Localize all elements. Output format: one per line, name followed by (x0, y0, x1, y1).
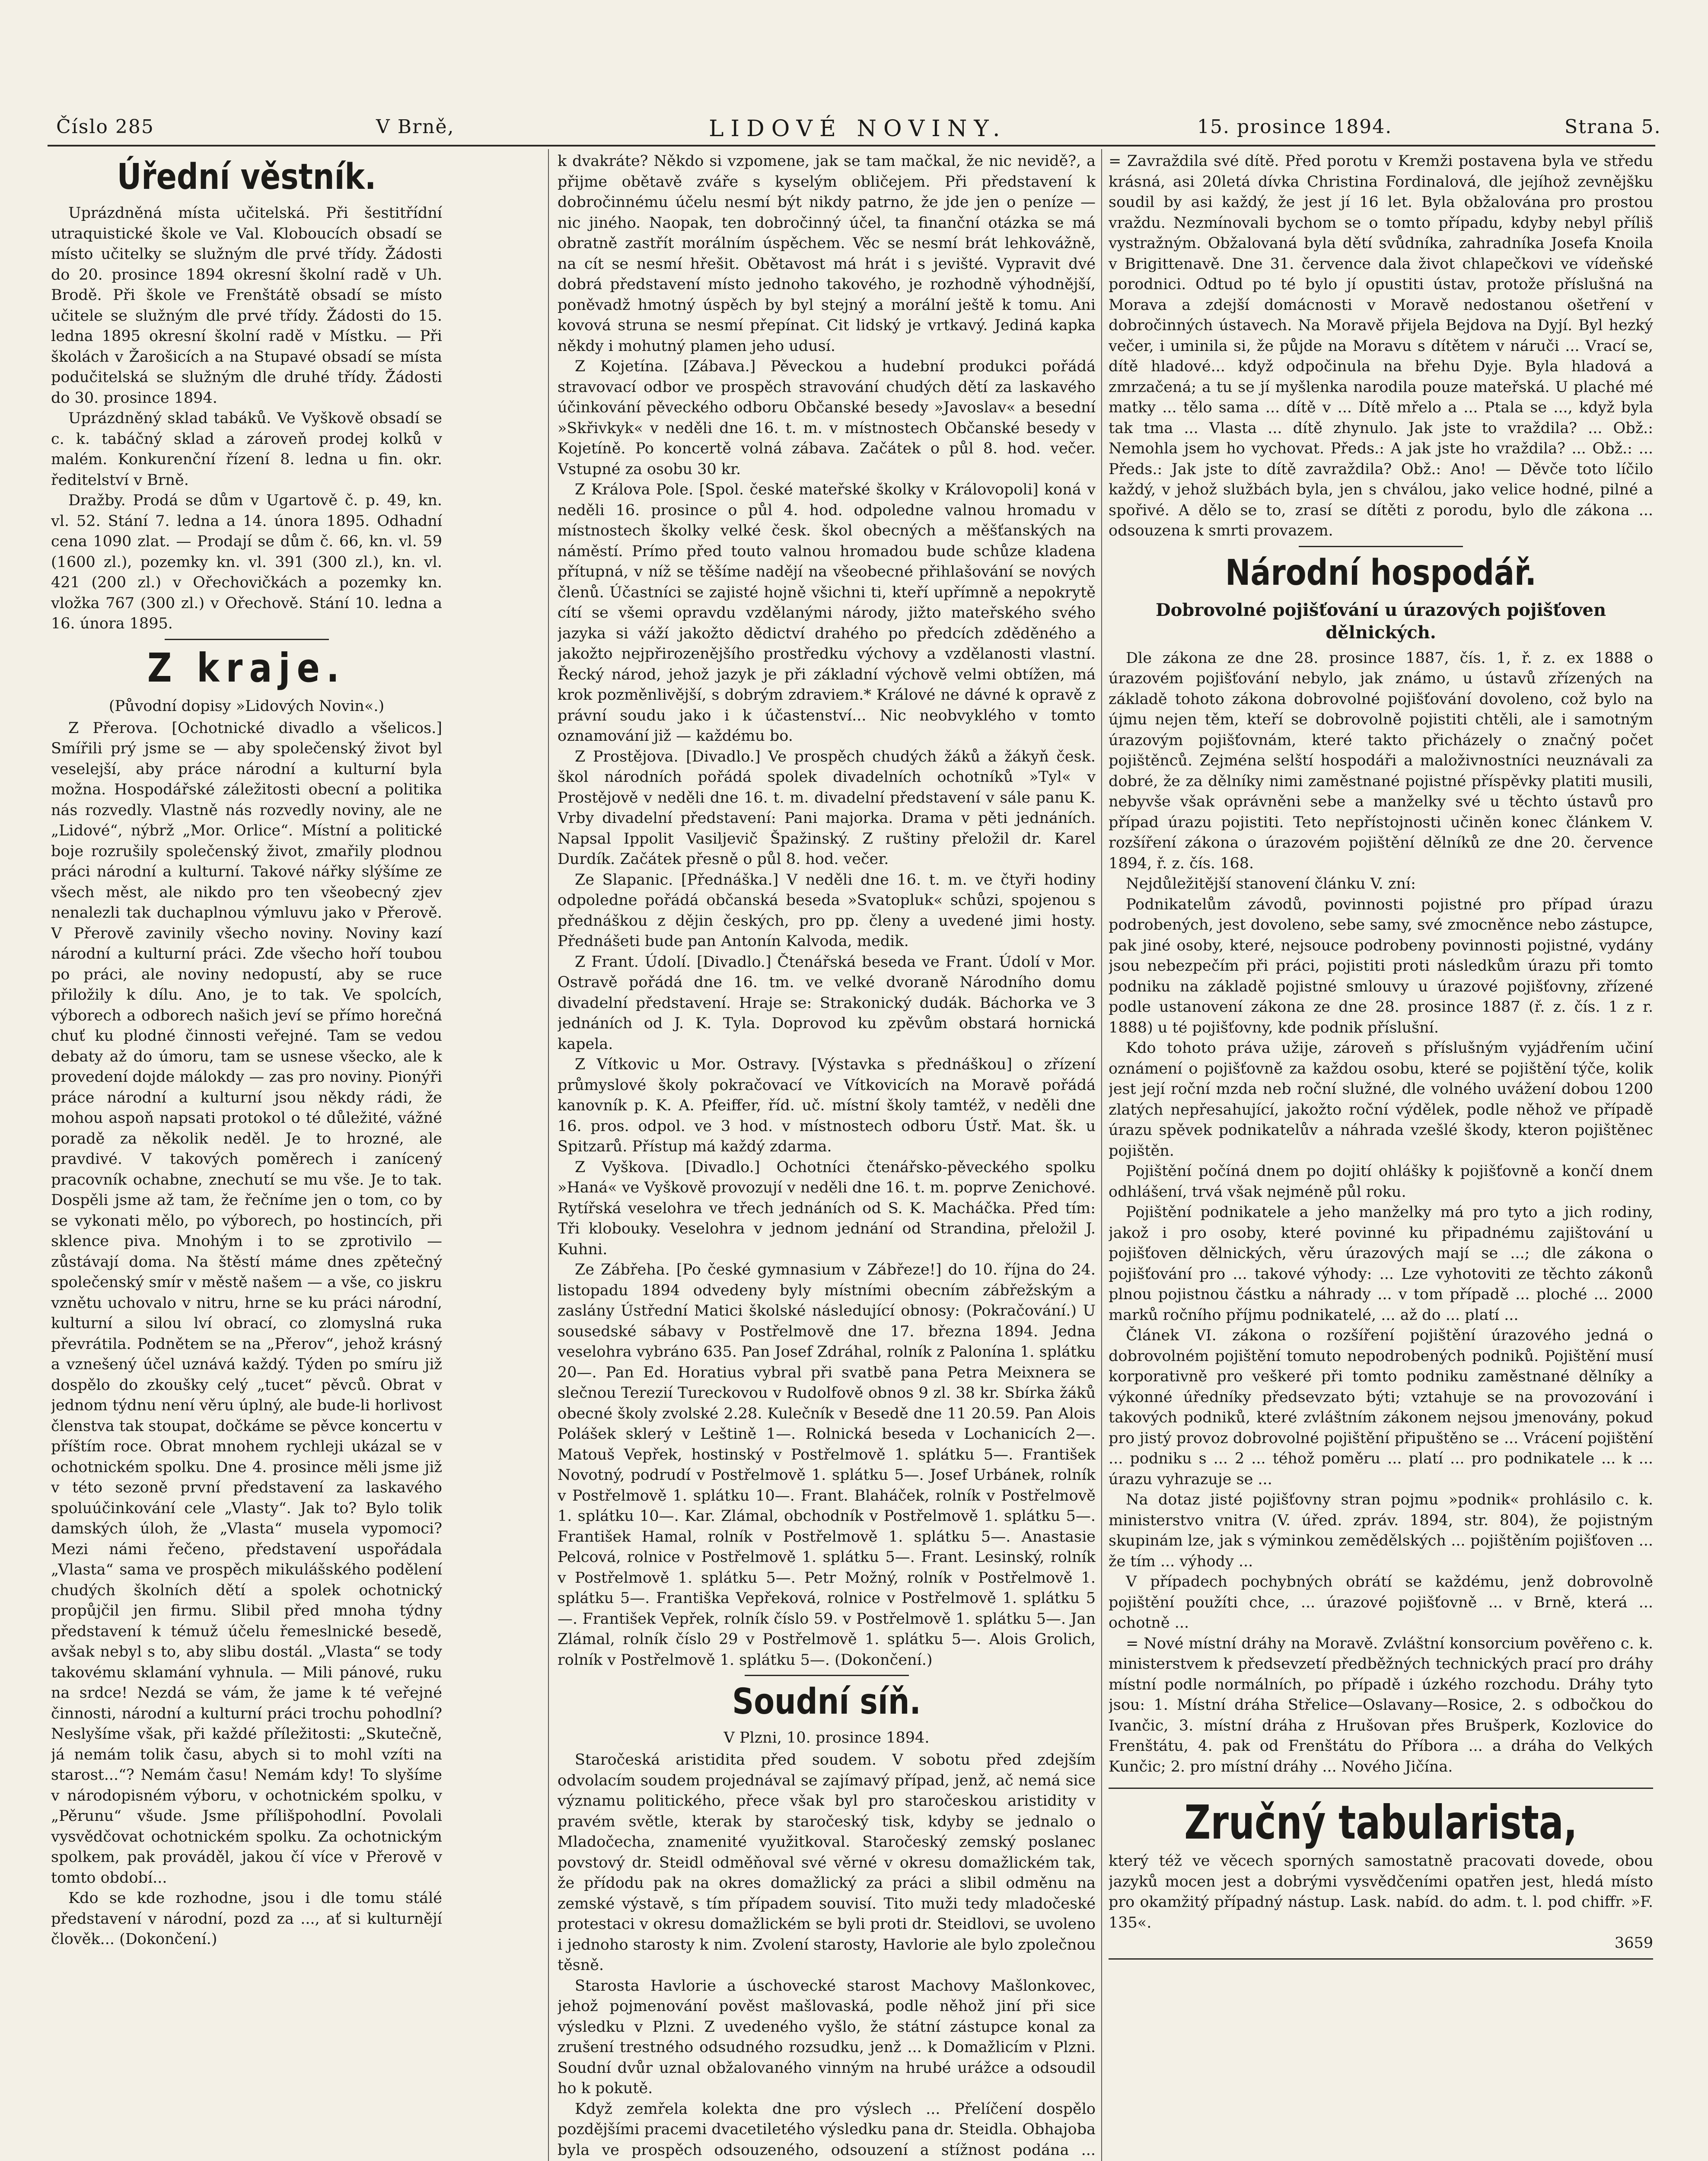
article-paragraph: Podnikatelům závodů, povinnosti pojistné pro případ úrazu podrobených, jest dovoleno, sebe samy, své zmocněnce nebo zástupce, pak jiné osoby, které, nejsouce podrobeny povinnosti pojistné, vydány jsou nebezpečím při práci, pojistiti proti následkům úrazu při tomto podniku na základě pojistné smlouvy u úrazové pojišťovny, zřízené podle ustanovení zákona ze dne 28. prosince 1887 (ř. z. čís. 1 z r. 1888) u té pojišťovny, kde podnik příslušní. (1109, 896, 1653, 1036)
article-paragraph: Kdo se kde rozhodne, jsou i dle tomu stálé představení v národní, pozd za ..., ať si kulturnějí člověk... (Dokončení.) (51, 1890, 442, 1948)
ad-title: Zručný tabularista, (1184, 1796, 1577, 1850)
column-divider (548, 149, 549, 2161)
article-paragraph: Článek VI. zákona o rozšíření pojištění úrazového jedná o dobrovolném pojištění tomuto nepodrobených podniků. Pojištění musí korporativně pro veškeré při tomto podniku zaměstnané dělníky a výkonné úředníky předsevzato býti; vztahuje se na provozování i takových podniků, které zvláštním zákonem nejsou jmenovány, pokud pro jistý provoz dobrovolné pojištění připuštěno se ... Vrácení pojištění ... podniku s ... 2 ... téhož poměru ... platí ... pro podnikatele ... k ... úrazu vyhrazuje se ... (1109, 1327, 1653, 1488)
ad-code: 3659 (1614, 1935, 1653, 1952)
article-paragraph: Dle zákona ze dne 28. prosince 1887, čís. 1, ř. z. ex 1888 o úrazovém pojišťování nebylo, jak známo, u ústavů zřízených na základě tohoto zákona dobrovolné pojišťování dovoleno, což bylo na újmu nejen těm, kteří se dobrovolně pojistiti chtěli, ale i samotným úrazovým pojišťovnám, které takto přicházely o značný počet pojištěnců. Zejména selští hospodáři a maloživnostníci neuznávali za dobré, že za dělníky nimi zaměstnané pojistné příspěvky platiti musili, nebyvše však oprávněni sebe a manželky své u těchto ústavů pro případ úrazu pojistiti. Teto nepřístojnosti učiněn konec článkem V. rozšíření zákona o úrazovém pojištění dělníků ze dne 20. července 1894, ř. z. čís. 168. (1109, 649, 1653, 872)
article-paragraph: Ze Slapanic. [Přednáška.] V neděli dne 16. t. m. ve čtyři hodiny odpoledne pořádá občanská beseda »Svatopluk« schůzi, spojenou s přednáškou z dějin českých, pro pp. členy a uvedené jimi hosty. Přednášeti bude pan Antonín Kalvoda, medik. (558, 871, 1096, 950)
issue-number: Číslo 285 (56, 116, 154, 138)
article-headline: Dobrovolné pojišťování u úrazových pojišťoven dělnických. (1155, 599, 1606, 643)
article-paragraph: Na dotaz jisté pojišťovny stran pojmu »podnik« prohlásilo c. k. ministerstvo vnitra (V. úřed. zpráv. 1894, str. 804), že pojistným skupinám lze, jak s výminkou zemědělských ... pojištěním pojišťoven ... že tím ... výhody ... (1109, 1491, 1653, 1570)
column-divider (1101, 149, 1102, 2161)
article-paragraph: Uprázdněný sklad tabáků. Ve Vyškově obsadí se c. k. tabáčný sklad a zároveň prodej kolků v malém. Konkurenční řízení 8. ledna u fin. okr. ředitelství v Brně. (51, 410, 442, 489)
column-2 (558, 151, 1096, 2161)
article-paragraph: Z Prostějova. [Divadlo.] Ve prospěch chudých žáků a žákyň česk. škol národních pořádá spolek divadelních ochotníků »Tyl« v Prostějově v neděli dne 16. t. m. divadelní představení v sále panu K. Vrby divadelní představení: Pani majorka. Drama v pěti jednáních. Napsal Ippolit Vasiljevič Špažinský. Z ruštiny přeložil dr. Karel Durdík. Začátek přesně o půl 8. hod. večer. (558, 748, 1096, 868)
article-paragraph: Z Králova Pole. [Spol. české mateřské školky v Královopoli] koná v neděli 16. prosince o půl 4. hod. odpoledne valnou hromadu v místnostech školky velké česk. škol obecných a měšťanských na náměstí. Prímo před touto valnou hromadou bude schůze kladena přítupná, v níž se těšíme nadějí na všeobecné přihlašování se nových členů. Účastníci se zajisté hojně všichni ti, kteří upřímně a nepokrytě cítí se všemi opravdu vzdělanými národy, jižto mateřského svého jazyka si váží jakožto dědictví drahého po předcích zděděného a jakožto nejpřirozenějšího prostředku výchovy a vzdělanosti vlastní. Řecký národ, jehož jazyk je při základní výchově velmi obtížen, má krok pozměnlivější, s dobrým zdraviem.* Králové ne dávné k opravě z právní soudu jako i k účastenství... Nic neobvyklého v tomto oznamování již — každému bo. (558, 481, 1096, 745)
page-header (48, 108, 1661, 147)
article-paragraph: Uprázdněná místa učitelská. Při šestitřídní utraquistické škole ve Val. Kloboucích obsadí se místo učitelky se služným dle prvé třídy. Žádosti do 20. prosince 1894 okresní školní radě v Uh. Brodě. Při škole ve Frenštátě obsadí se místo učitele se služným dle prvé třídy. Žádosti do 15. ledna 1895 okresní školní radě v Místku. — Při školách v Žarošicích a na Stupavé obsadí se místa podučitelská se služným dle druhé třídy. Žádosti do 30. prosince 1894. (51, 204, 442, 407)
article-paragraph: Z Vítkovic u Mor. Ostravy. [Výstavka s přednáškou] o zřízení průmyslové školy pokračovací ve Vítkovicích na Moravě pořádá kanovník p. K. A. Pfeiffer, říd. uč. místní školy tamtéž, v neděli dne 16. pros. odpol. ve 3 hod. v místnostech odboru Ústř. Mat. šk. u Spitzarů. Přístup má každý zdarma. (558, 1056, 1096, 1155)
article-paragraph: Dražby. Prodá se dům v Ugartově č. p. 49, kn. vl. 52. Stání 7. ledna a 14. února 1895. Odhadní cena 1090 zlat. — Prodají se dům č. 66, kn. vl. 59 (1600 zl.), pozemky kn. vl. 391 (300 zl.), kn. vl. 421 (200 zl.) v Ořechovičkách a pozemky kn. vložka 767 (300 zl.) v Ořechově. Stání 10. ledna a 16. února 1895. (51, 492, 442, 632)
article-paragraph: Nejdůležitější stanovení článku V. zní: (1126, 875, 1416, 892)
page-number: Strana 5. (1565, 116, 1661, 138)
section-title-narodni-hospodar: Národní hospodář. (1225, 552, 1536, 593)
header-rule (48, 145, 1655, 147)
article-paragraph: Z Přerova. [Ochotnické divadlo a všelicos.] Smířili prý jsme se — aby společenský život byl veselejší, aby práce národní a kulturní byla možna. Hospodářské záležitosti obecní a politika nás rozvedly. Vlastně nás rozvedly noviny, ale ne „Lidové“, nýbrž „Mor. Orlice“. Místní a politické boje rozrušily společenský život, zmařily plodnou práci národní a kulturní. Takové nářky slýšíme ze všech měst, ale nikdo pro ten všeobecný zjev nenalezli tak duchaplnou výmluvu jako v Přerově. V Přerově zavinily všecho noviny. Noviny kazí národní a kulturní práci. Zde všecho hoří toubou po práci, ale noviny nedopustí, aby se ruce přiložily k dílu. Ano, je to tak. Ve spolcích, výborech a odborech našich jeví se přímo horečná chuť ku plodné činnosti veřejné. Tam se vedou debaty až do úmoru, tam se usnese všecko, ale k provedení dojde málokdy — zas pro noviny. Pionýři práce národní a kulturní jsou někdy rádi, že mohou aspoň napsati protokol o té důležité, vážné poradě za několik neděl. Je to hrozné, ale pravdivé. V takových poměrech i zanícený pracovník ochabne, znechutí se mu vše. Je to tak. Dospěli jsme až tam, že řečníme jen o tom, co by se vykonati mělo, po výborech, po hostincích, při sklence piva. Mnohým i to se zprotivilo — zůstávají doma. Na štěstí máme dnes zpětečný společenský smír v městě našem — a vše, co jiskru vznětu uchovalo v nitru, hrne se ku práci národní, kulturní a silou lví obrací, co zlomyslná ruka převrátila. Podnětem se na „Přerov“, jehož krásný a vznešený účel uznává každý. Týden po smíru již dospělo do zkoušky celý „tucet“ pěvců. Obrat v jednom týdnu není věru úplný, ale bude-li horlivost členstva tak stoupat, dočkáme se pěvce koncertu v příštím roce. Obrat mnohem rychleji ukázal se v ochotnickém spolku. Dne 4. prosince měli jsme již v této sezoně první představení za laskavého spoluúčinkování cele „Vlasty“. Jak to? Bylo tolik damských úloh, že „Vlasta“ musela vypomoci? Mezi námi řečeno, představení uspořádala „Vlasta“ sama ve prospěch mikulášského podělení chudých školních dětí a spolek ochotnický propůjčil jen firmu. Slibil před mnoha týdny představení k témuž účelu řemeslnické besedě, avšak nebyl s to, aby slibu dostál. „Vlasta“ se tody takovému sklamání vyhnula. — Mili pánové, ruku na srdce! Nezdá se vám, že jame k té veřejné činnosti, národní a kulturní práci trochu pohodlní? Neslyšíme však, při každé příležitosti: „Skutečně, já nemám tolik času, abych si to mohl vzíti na starost...“? Nemám času! Nemám kdy! To slyšíme v národopisném výboru, v ochotnickém spolku, v „Pěrunu“ všude. Jsme přílišpohodlní. Povolali vysvědčovat ochotnickém spolku. Za ochotnickým spolkem, pak prováděl, jakou čí více v Přerově v tomto období... (51, 719, 442, 1887)
masthead-title: LIDOVÉ NOVINY. (709, 116, 1007, 142)
article-paragraph: Staročeská aristidita před soudem. V sobotu před zdejším odvolacím soudem projednával se zajímavý případ, jenž, ač nemá sice významu politického, přece však byl pro staročeskou aristidity v pravém světle, kterak by staročeský tisk, kdyby se jednalo o Mladočecha, znamenité využitkoval. Staročeský zemský poslanec povstový dr. Steidl odměňoval své věrné v okresu domažlickém tak, že přídodu pak na okres domažlický za práci a slibil odměnu na zemské výstavě, s tím případem souvisí. Tito muži tedy mladočeské protestaci v okresu domažlickém se byli proti dr. Steidlovi, se uvoleno i jednoho starosty k nim. Zvolení starosty, Havlorie ale bylo zpolečnou těsně. (558, 1751, 1096, 1974)
article-paragraph: Když zemřela kolekta dne pro výslech ... Přelíčení dospělo pozdějšími pracemi dvacetiletého výsledku pana dr. Steidla. Obhajoba byla ve prospěch odsouzeného, odsouzení a stížnost podána ... (558, 2100, 1096, 2159)
classified-ad (1109, 1788, 1653, 1960)
article-paragraph: Ze Zábřeha. [Po české gymnasium v Zábřeze!] do 10. října do 24. listopadu 1894 odvedeny byly místními obecním zábřežským a zaslány Ústřední Matici školské následující obnosy: (Pokračování.) U sousedské sábavy v Postřelmově dne 17. března 1894. Jedna veselohra vybráno 635. Pan Josef Zdráhal, rolník z Palonína 1. splátku 20—. Pan Ed. Horatius vybral při svatbě pana Petra Meixnera se slečnou Terezií Tureckovou v Rudolfově obnos 9 zl. 38 kr. Sbírka žáků obecné školy zvolské 2.28. Kulečník v Besedě dne 11 20.59. Pan Alois Polášek sklerý v Leštině 1—. Rolnická beseda v Lochanicích 2—. Matouš Vepřek, hostinský v Postřelmově 1. splátku 5—. František Novotný, podrudí v Postřelmově 1. splátku 5—. Josef Urbánek, rolník v Postřelmově 1. splátku 10—. Frant. Blaháček, rolník v Postřelmově 1. splátku 10—. Kar. Zlámal, obchodník v Postřelmově 1. splátku 5—. František Hamal, rolník v Postřelmově 1. splátku 5—. Anastasie Pelcová, rolnice v Postřelmově 1. splátku 5—. Frant. Lesinský, rolník v Postřelmově 1. splátku 5—. Petr Možný, rolník v Postřelmově 1. splátku 5—. Františka Vepřeková, rolnice v Postřelmově 1. splátku 5—. František Vepřek, rolník číslo 59. v Postřelmově 1. splátku 5—. Jan Zlámal, rolník číslo 29 v Postřelmově 1. splátku 5—. Alois Grolich, rolník v Postřelmově 1. splátku 5—. (Dokončení.) (558, 1261, 1096, 1669)
section-title-uredni-vestnik: Úřední věstník. (117, 156, 376, 198)
article-paragraph: = Zavraždila své dítě. Před porotu v Kremži postavena byla ve středu krásná, asi 20letá dívka Christina Fordinalová, dle jejíhož zevnějšku soudil by asi každý, že jest jí 16 let. Byla obžalována pro prostou vraždu. Nezmínovali bychom se o tomto případu, kdyby nebyl příliš vystražným. Obžalovaná byla dětí svůdníka, zahradníka Josefa Knoila v Brigittenavě. Dne 31. července dala život chlapečkovi ve vídeňské porodnici. Odtud po té bylo jí opustiti ústav, protože příslušná na Morava a zdejší domácnosti v Moravě nedostanou ošetření v dobročinných ústavech. Na Moravě přijela Bejdova na Dyjí. Byl hezký večer, i uminila si, že půjde na Moravu s dítětem v náruči ... Vrací se, dítě hladové... když odpočinula na břehu Dyje. Byla hladová a zmrzačená; a tu se jí myšlenka narodila pouze mateřská. U plaché mé matky ... tělo sama ... dítě v ... Dítě mřelo a ... Ptala se ..., když byla tak tma ... Vlasta ... dítě zhynulo. Jak jste to vraždila? ... Obž.: Nemohla jsem ho vychovat. Předs.: A jak jste ho vraždila? ... Obž.: ... Předs.: Jak jste to dítě zavraždila? Obž.: Ano! — Děvče toto líčilo každý, v jehož službách byla, jen s chválou, jako velice hodné, pilné a spořivé. A dělo se to, zrasí se dítěti z porodu, bylo dle zákona ... odsouzena k smrti provazem. (1109, 153, 1653, 539)
section-subtitle: (Původní dopisy »Lidových Novin«.) (108, 697, 385, 715)
city: V Brně, (376, 116, 455, 138)
article-paragraph: Z Kojetína. [Zábava.] Pěveckou a hudební produkci pořádá stravovací odbor ve prospěch stravování chudých dětí za laskavého účinkování pěveckého odboru Občanské besedy »Javoslav« a besední »Skřivkyk« v neděli dne 16. t. m. v místnostech Občanské besedy v Kojetíně. Po koncertě volná zábava. Začátek o půl 8. hod. večer. Vstupné za osobu 30 kr. (558, 358, 1096, 478)
article-paragraph: Z Frant. Údolí. [Divadlo.] Čtenářská beseda ve Frant. Údolí v Mor. Ostravě pořádá dne 16. tm. ve velké dvoraně Národního domu divadelní představení. Hraje se: Strakonický dudák. Báchorka ve 3 jednáních od J. K. Tyla. Doprovod ku zpěvům obstará hornická kapela. (558, 953, 1096, 1053)
column-3 (1109, 151, 1653, 2161)
article-paragraph: Pojištění podnikatele a jeho manželky má pro tyto a jich rodiny, jakož i pro osoby, které povinné ku připadnému zajištování u pojišťoven dělnických, věru úrazových mají se ...; dle zákona o pojišťování pro ... takové výhody: ... Lze vyhotoviti ze těchto zákonů plnou pojistnou částku a náhrady ... v tom případě ... ploché ... 2000 marků ročního příjmu podnikatelé, ... až do ... platí ... (1109, 1204, 1653, 1324)
ad-text: který též ve věcech sporných samostatně pracovati dovede, obou jazyků mocen jest a dobrými vysvědčeními opatřen jest, hledá místo pro okamžitý případný nástup. Lask. nabíd. do adm. t. l. pod chiffr. »F. 135«. (1109, 1852, 1653, 1932)
article-paragraph: V případech pochybných obrátí se každému, jenž dobrovolně pojištění použíti chce, ... úrazové pojišťovně ... v Brně, která ... ochotně ... (1109, 1573, 1653, 1632)
section-title-soudni-sin: Soudní síň. (732, 1681, 921, 1722)
column-1 (51, 151, 442, 2161)
article-paragraph: k dvakráte? Někdo si vzpomene, jak se tam mačkal, že nic nevidě?, a přijme obětavě zváře s kyselým obličejem. Při představení k dobročinnému účelu nesmí být nikdy patrno, že jde jen o peníze — nic jiného. Naopak, ten dobročinný účel, ta finanční otázka se má obratně zastřít morálním úspěchem. Věc se nesmí brát lehkovážně, na cít se nesmí hřešit. Obětavost má hrát i s jevišté. Vypravit dvé dobrá představení místo jednoho takového, je rozhodně výhodnější, poněvadž hmotný úspěch by byl stejný a morální ještě k tomu. Ani kovová struna se nesmí přepínat. Cit lidský je vrtkavý. Jediná kapka někdy i mohutný plamen jeho udusí. (558, 153, 1096, 355)
section-title-z-kraje: Z kraje. (147, 644, 346, 691)
article-paragraph: Starosta Havlorie a úschovecké starost Machovy Mašlonkovec, jehož pojmenování pověst mašlovaská, podle něhož jiní při sice výsledku v Plzni. Z uvedeného vyšlo, že státní zástupce konal za zrušení trestného odsudného rozsudku, jenž ... k Domažlicím v Plzni. Soudní dvůr uznal obžalovaného vinným na hrubé urážce a odsoudil ho k pokutě. (558, 1977, 1096, 2097)
section-divider (165, 639, 329, 640)
article-paragraph: Pojištění počíná dnem po dojití ohlášky k pojišťovně a končí dnem odhlášení, trvá však nejméně půl roku. (1109, 1163, 1653, 1201)
article-paragraph: Z Vyškova. [Divadlo.] Ochotníci čtenářsko-pěveckého spolku »Haná« ve Vyškově provozují v neděli dne 16. t. m. poprve Zenichové. Rytířská veselohra ve třech jednáních od S. K. Macháčka. Před tím: Tři klobouky. Veselohra v jednom jednání od Strandina, přeložil J. Kuhni. (558, 1158, 1096, 1258)
issue-date: 15. prosince 1894. (1197, 116, 1393, 138)
article-paragraph: = Nové místní dráhy na Moravě. Zvláštní konsorcium pověřeno c. k. ministerstvem k předsevzetí předběžných technických prací pro dráhy místní podle normálních, po případě i úzkého rozchodu. Dráhy tyto jsou: 1. Místní dráha Střelice—Oslavany—Rosice, 2. s odbočkou do Ivančic, 3. místní dráha z Hrušovan přes Brušperk, Kozlovice do Frenštátu, 4. pak od Frenštátu do Příbora ... a dráha do Velkých Kunčic; 2. pro místní dráhy ... Nového Jičína. (1109, 1635, 1653, 1775)
dateline: V Plzni, 10. prosince 1894. (723, 1729, 930, 1747)
article-paragraph: Kdo tohoto práva užije, zároveň s příslušným vyjádřením učiní oznámení o pojišťovně za každou osobu, které se pojištění týče, kolik jest její roční mzda neb roční služné, dle volného uvážení dobou 1200 zlatých nepřesahující, jakožto roční výdělek, podle něhož ve případě úrazu spěvek podnikatelův a náhrada vzešlé škody, kteron pojištěnec pojištěn. (1109, 1039, 1653, 1160)
section-divider (745, 1675, 909, 1676)
section-divider (1299, 546, 1463, 547)
